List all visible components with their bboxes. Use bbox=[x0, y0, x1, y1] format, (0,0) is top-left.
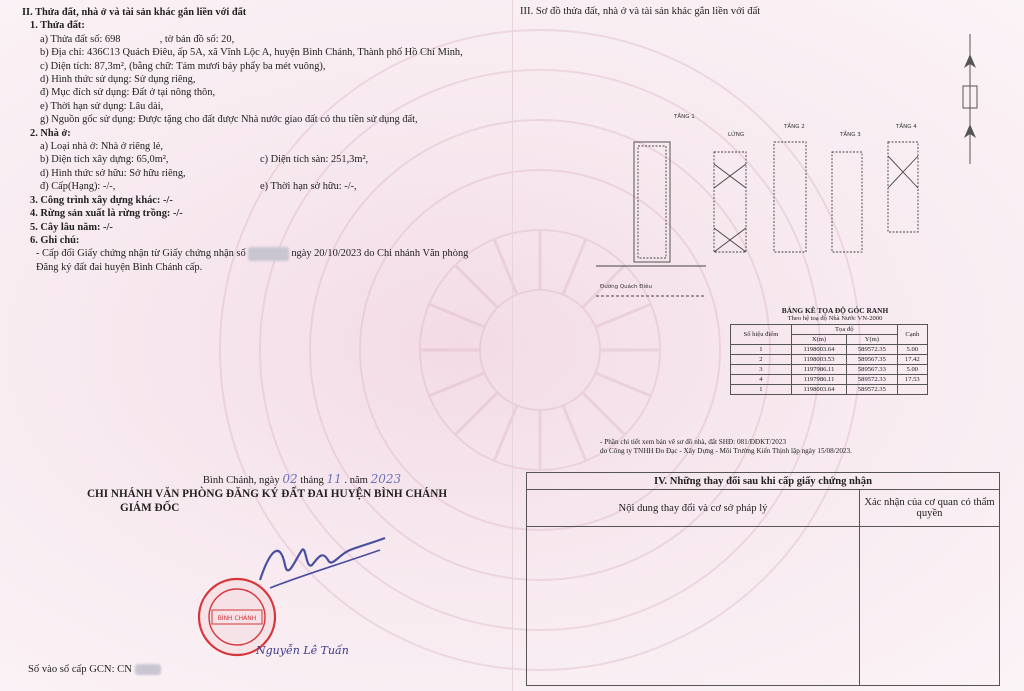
confirmation-cell bbox=[860, 527, 1000, 686]
coordinate-table-title: BẢNG KÊ TỌA ĐỘ GÓC RANH bbox=[781, 306, 889, 315]
coordinate-table-block bbox=[730, 306, 940, 395]
left-column bbox=[22, 6, 492, 274]
point-number: 4 bbox=[731, 375, 792, 385]
director-title: GIÁM ĐỐC bbox=[120, 502, 180, 514]
edge-length: 5.00 bbox=[897, 365, 927, 375]
change-content-cell bbox=[527, 527, 860, 686]
land-map-sheet: , tờ bản đồ số: 20, bbox=[159, 33, 235, 45]
x-value: 1198003.64 bbox=[791, 385, 846, 395]
page-divider bbox=[512, 0, 513, 691]
land-use-purpose: đ) Mục đích sử dụng: Đất ở tại nông thôn, bbox=[40, 87, 216, 99]
col-coordinate: Tọa độ bbox=[791, 325, 897, 335]
svg-text:BÌNH CHÁNH: BÌNH CHÁNH bbox=[217, 615, 257, 622]
section-iv-title: IV. Những thay đổi sau khi cấp giấy chứng nhận bbox=[527, 473, 1000, 490]
house-ownership: d) Hình thức sở hữu: Sở hữu riêng, bbox=[40, 167, 186, 179]
note-part-2: ngày 20/10/2023 do Chi nhánh Văn phòng Đăng ký đất đai huyện Bình Chánh cấp. bbox=[36, 248, 469, 273]
house-heading: 2. Nhà ở: bbox=[30, 127, 71, 139]
y-value: 589567.33 bbox=[847, 365, 898, 375]
land-use-origin: g) Nguồn gốc sử dụng: Được tặng cho đất được Nhà nước giao đất có thu tiền sử dụng đất, bbox=[40, 114, 418, 126]
redacted-registration-number bbox=[135, 664, 161, 675]
watermark-ray bbox=[595, 373, 650, 396]
section-ii-title: II. Thửa đất, nhà ở và tài sản khác gắn liền với đất bbox=[22, 7, 247, 18]
x-value: 1197986.11 bbox=[791, 375, 846, 385]
col-y: Y(m) bbox=[847, 335, 898, 345]
watermark-ray bbox=[494, 239, 517, 294]
land-address: b) Địa chỉ: 436C13 Quách Điêu, ấp 5A, xã Vĩnh Lộc A, huyện Bình Chánh, Thành phố Hồ Chí Minh, bbox=[40, 47, 463, 59]
date-year: 2023 bbox=[370, 472, 402, 486]
side-security-emblem bbox=[958, 34, 982, 164]
land-parcel-number: a) Thửa đất số: 698 bbox=[40, 33, 121, 45]
signature-block bbox=[22, 472, 512, 514]
house-area-row bbox=[22, 153, 492, 166]
date-place: Bình Chánh, ngày bbox=[202, 475, 280, 486]
changes-section bbox=[526, 472, 1000, 686]
watermark-ray bbox=[429, 373, 484, 396]
edge-length: 17.42 bbox=[897, 355, 927, 365]
coordinate-row bbox=[731, 385, 928, 395]
watermark-ray bbox=[563, 239, 586, 294]
watermark-ray bbox=[429, 304, 484, 327]
watermark-ray bbox=[494, 405, 517, 460]
land-heading: 1. Thửa đất: bbox=[30, 20, 85, 32]
floor-label-4: TẦNG 4 bbox=[896, 124, 917, 130]
perennial-trees: 5. Cây lâu năm: -/- bbox=[30, 221, 113, 233]
point-number: 3 bbox=[731, 365, 792, 375]
changes-table bbox=[526, 472, 1000, 686]
house-term: e) Thời hạn sở hữu: -/-, bbox=[260, 181, 357, 193]
x-value: 1197986.11 bbox=[791, 365, 846, 375]
land-use-form: d) Hình thức sử dụng: Sử dụng riêng, bbox=[40, 74, 196, 86]
date-day: 02 bbox=[282, 472, 298, 486]
edge-length: 5.00 bbox=[897, 345, 927, 355]
house-type: a) Loại nhà ở: Nhà ở riêng lẻ, bbox=[40, 141, 163, 153]
house-grade: đ) Cấp(Hạng): -/-, bbox=[40, 181, 116, 193]
mezzanine-void-cross bbox=[714, 164, 746, 188]
coordinate-row bbox=[731, 375, 928, 385]
notes-heading: 6. Ghi chú: bbox=[30, 234, 80, 246]
x-value: 1198003.53 bbox=[791, 355, 846, 365]
floor-label-3: TẦNG 3 bbox=[840, 132, 861, 138]
col-authority-confirmation: Xác nhận của cơ quan có thẩm quyền bbox=[860, 490, 1000, 527]
note-line-1: - Phần chi tiết xem bản vẽ sơ đồ nhà, đất SHĐ: 081/ĐĐKT/2023 bbox=[600, 438, 787, 446]
point-number: 1 bbox=[731, 345, 792, 355]
note-line-2: do Công ty TNHH Đo Đạc - Xây Dựng - Môi Trường Kiến Thịnh lập ngày 15/08/2023. bbox=[600, 447, 852, 455]
coordinate-table-subtitle: Theo hệ toạ độ Nhà Nước VN-2000 bbox=[787, 315, 883, 322]
floor4-outline bbox=[888, 142, 918, 232]
mezzanine-outline bbox=[714, 152, 746, 252]
floor-label-2: TẦNG 2 bbox=[784, 124, 805, 130]
note-text bbox=[22, 247, 492, 274]
road-label: Đường Quách Điêu bbox=[600, 284, 652, 290]
registration-number bbox=[28, 664, 161, 675]
col-point: Số hiệu điểm bbox=[731, 325, 792, 345]
y-value: 589567.35 bbox=[847, 355, 898, 365]
y-value: 589572.33 bbox=[847, 375, 898, 385]
house-build-area: b) Diện tích xây dựng: 65,0m², bbox=[40, 154, 169, 166]
floor3-outline bbox=[832, 152, 862, 252]
date-year-label: . năm bbox=[344, 475, 368, 486]
plot-outline bbox=[634, 142, 670, 262]
production-forest: 4. Rừng sản xuất là rừng trồng: -/- bbox=[30, 208, 183, 220]
col-change-content: Nội dung thay đổi và cơ sở pháp lý bbox=[527, 490, 860, 527]
floor-label-mezzanine: LỬNG bbox=[728, 132, 745, 138]
mezzanine-void-cross-2 bbox=[714, 228, 746, 252]
watermark-ray bbox=[563, 405, 586, 460]
diagram-notes bbox=[600, 438, 852, 456]
house-grade-row bbox=[22, 180, 492, 193]
coordinate-row bbox=[731, 345, 928, 355]
issuing-office: CHI NHÁNH VĂN PHÒNG ĐĂNG KÝ ĐẤT ĐAI HUYỆN BÌNH CHÁNH bbox=[86, 488, 448, 500]
date-month-label: tháng bbox=[300, 475, 324, 486]
land-area: c) Diện tích: 87,3m², (bằng chữ: Tám mươi bảy phẩy ba mét vuông), bbox=[40, 60, 326, 72]
floor2-outline bbox=[774, 142, 806, 252]
house-floor-area: c) Diện tích sàn: 251,3m², bbox=[260, 154, 369, 166]
coordinate-row bbox=[731, 365, 928, 375]
point-number: 2 bbox=[731, 355, 792, 365]
house-floor1-outline bbox=[638, 146, 666, 258]
y-value: 589572.35 bbox=[847, 385, 898, 395]
registration-label: Số vào sổ cấp GCN: CN bbox=[28, 664, 132, 675]
point-number: 1 bbox=[731, 385, 792, 395]
coordinate-table bbox=[730, 324, 928, 395]
edge-length bbox=[897, 385, 927, 395]
date-month: 11 bbox=[326, 472, 342, 486]
x-value: 1198003.64 bbox=[791, 345, 846, 355]
floor-plans-diagram bbox=[596, 112, 946, 322]
issue-date bbox=[92, 472, 512, 486]
y-value: 589572.35 bbox=[847, 345, 898, 355]
land-use-term: e) Thời hạn sử dụng: Lâu dài, bbox=[40, 100, 164, 112]
signer-name: Nguyễn Lê Tuấn bbox=[256, 644, 349, 657]
note-part-1: - Cấp đổi Giấy chứng nhận từ Giấy chứng nhận số bbox=[36, 248, 246, 260]
watermark-ray bbox=[582, 392, 624, 434]
redacted-certificate-number bbox=[248, 247, 288, 260]
col-edge: Cạnh bbox=[897, 325, 927, 345]
other-construction: 3. Công trình xây dựng khác: -/- bbox=[30, 194, 173, 206]
floor4-cross bbox=[888, 156, 918, 188]
coordinate-row bbox=[731, 355, 928, 365]
edge-length: 17.53 bbox=[897, 375, 927, 385]
watermark-ray bbox=[455, 392, 497, 434]
section-iii-title: III. Sơ đồ thửa đất, nhà ở và tài sản khác gắn liền với đất bbox=[520, 6, 761, 17]
land-parcel bbox=[22, 33, 492, 46]
col-x: X(m) bbox=[791, 335, 846, 345]
floor-label-1: TẦNG 1 bbox=[674, 114, 695, 120]
